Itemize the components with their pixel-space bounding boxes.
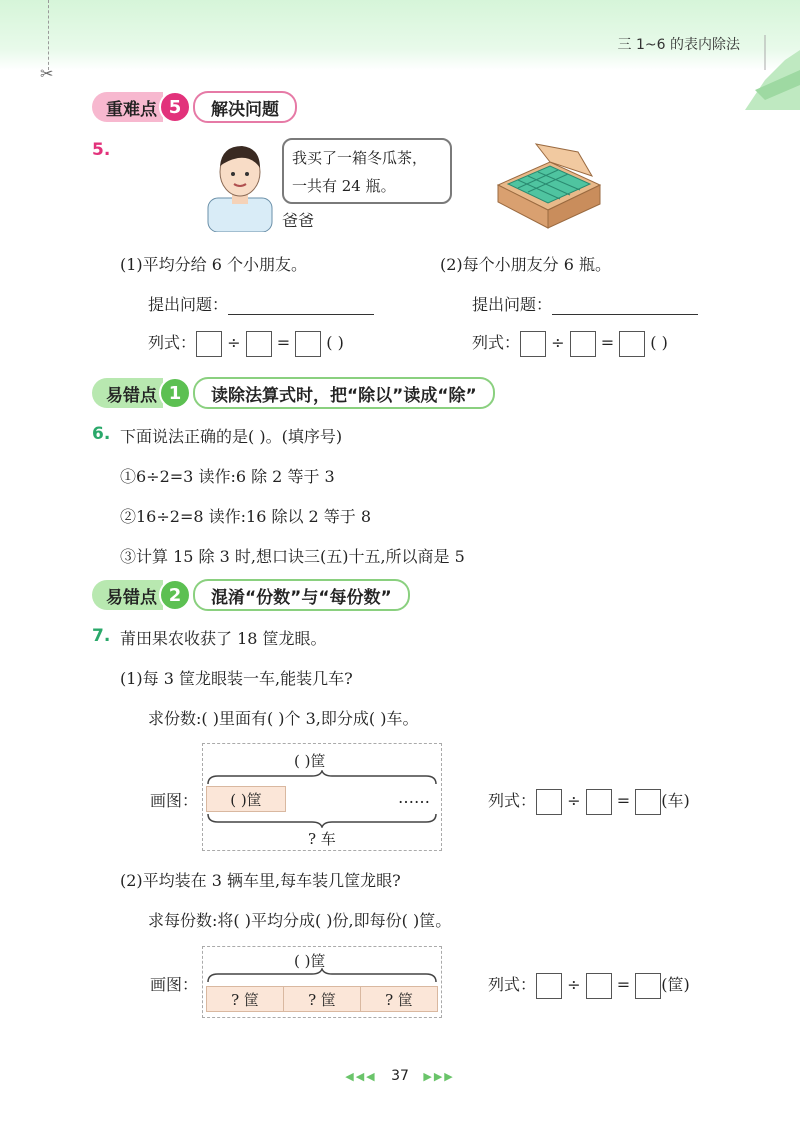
diagram-cell: ? 筐 — [360, 986, 438, 1012]
tag-title: 混淆“份数”与“每份数” — [193, 579, 410, 611]
diagram-cell: ? 筐 — [206, 986, 284, 1012]
divide-sign: ÷ — [551, 333, 565, 352]
tag-label: 易错点 — [92, 378, 163, 408]
answer-box[interactable] — [536, 789, 562, 815]
right-arrows-icon: ▶▶▶ — [423, 1070, 455, 1083]
tag-title: 解决问题 — [193, 91, 297, 123]
section-tag-error-point-1 — [92, 378, 495, 408]
q7-formula-row-1 — [488, 788, 690, 815]
top-brace-icon — [206, 770, 438, 786]
answer-box[interactable] — [536, 973, 562, 999]
draw-label: 画图： — [150, 975, 199, 994]
unit-blank[interactable]: ( ) — [326, 333, 344, 352]
q7-part1: (1)每 3 筐龙眼装一车,能装几车? — [120, 669, 353, 688]
page-number: 37 — [391, 1068, 409, 1084]
answer-box[interactable] — [520, 331, 546, 357]
q6-option-1: ①6÷2=3 读作:6 除 2 等于 3 — [120, 467, 335, 486]
speaker-label: 爸爸 — [282, 211, 315, 230]
answer-box[interactable] — [570, 331, 596, 357]
q7-part2: (2)平均装在 3 辆车里,每车装几筐龙眼? — [120, 871, 401, 890]
equal-sign: = — [616, 975, 631, 994]
unit-blank[interactable]: ( ) — [650, 333, 668, 352]
ask-label: 提出问题： — [148, 295, 229, 314]
divide-sign: ÷ — [227, 333, 241, 352]
formula-row-1 — [148, 330, 344, 357]
question-number: 5. — [92, 140, 111, 160]
answer-box[interactable] — [619, 331, 645, 357]
q6-option-3: ③计算 15 除 3 时,想口诀三(五)十五,所以商是 5 — [120, 547, 465, 566]
left-arrows-icon: ◀◀◀ — [345, 1070, 377, 1083]
answer-line-1[interactable] — [228, 296, 374, 315]
tag-number: 1 — [159, 377, 191, 409]
question-number: 7. — [92, 626, 111, 646]
answer-box[interactable] — [295, 331, 321, 357]
tag-number: 2 — [159, 579, 191, 611]
diagram-cell: ? 筐 — [283, 986, 361, 1012]
formula-label: 列式： — [488, 975, 537, 994]
divide-sign: ÷ — [567, 975, 581, 994]
draw-label: 画图： — [150, 791, 199, 810]
page-footer — [0, 1068, 800, 1084]
answer-box[interactable] — [586, 973, 612, 999]
father-illustration-icon — [202, 140, 278, 232]
diagram-dots: …… — [398, 788, 430, 807]
formula-label: 列式： — [472, 333, 521, 352]
question-number: 6. — [92, 424, 111, 444]
formula-row-2 — [472, 330, 668, 357]
equal-sign: = — [276, 333, 291, 352]
answer-box[interactable] — [586, 789, 612, 815]
tag-title: 读除法算式时，把“除以”读成“除” — [193, 377, 495, 409]
pagoda-decoration-icon — [735, 30, 800, 110]
equal-sign: = — [600, 333, 615, 352]
answer-line-2[interactable] — [552, 296, 698, 315]
q7-part2-fill: 求每份数:将( )平均分成( )份,即每份( )筐。 — [148, 911, 452, 930]
tag-number: 5 — [159, 91, 191, 123]
q6-stem: 下面说法正确的是( )。(填序号) — [120, 427, 343, 446]
answer-box[interactable] — [196, 331, 222, 357]
chapter-title: 三 1~6 的表内除法 — [617, 37, 740, 53]
section-tag-error-point-2 — [92, 580, 410, 610]
divide-sign: ÷ — [567, 791, 581, 810]
unit-label: (筐) — [661, 975, 690, 994]
answer-box[interactable] — [246, 331, 272, 357]
speech-bubble — [282, 138, 452, 204]
ask-label: 提出问题： — [472, 295, 553, 314]
answer-box[interactable] — [635, 789, 661, 815]
diagram-bottom-label: ? 车 — [308, 830, 336, 848]
q5-part1: (1)平均分给 6 个小朋友。 — [120, 255, 308, 274]
diagram-top-label: ( )筐 — [294, 952, 326, 970]
q7-stem: 莆田果农收获了 18 筐龙眼。 — [120, 629, 327, 648]
bubble-line: 一共有 24 瓶。 — [292, 177, 396, 195]
section-tag-key-point — [92, 92, 297, 122]
top-brace-icon — [206, 968, 438, 984]
formula-label: 列式： — [488, 791, 537, 810]
ask-row-2 — [472, 292, 698, 315]
q7-formula-row-2 — [488, 972, 690, 999]
diagram-top-label: ( )筐 — [294, 752, 326, 770]
cut-line — [48, 0, 49, 70]
diagram-cell[interactable]: ( )筐 — [206, 786, 286, 812]
ask-row-1 — [148, 292, 374, 315]
answer-box[interactable] — [635, 973, 661, 999]
scissors-icon: ✂ — [40, 64, 54, 83]
formula-label: 列式： — [148, 333, 197, 352]
q6-option-2: ②16÷2=8 读作:16 除以 2 等于 8 — [120, 507, 372, 526]
bubble-line: 我买了一箱冬瓜茶， — [292, 149, 428, 167]
bottom-brace-icon — [206, 812, 438, 828]
tag-label: 重难点 — [92, 92, 163, 122]
q7-part1-fill: 求份数:( )里面有( )个 3,即分成( )车。 — [148, 709, 419, 728]
equal-sign: = — [616, 791, 631, 810]
tea-box-illustration-icon — [488, 140, 606, 230]
tag-label: 易错点 — [92, 580, 163, 610]
q5-part2: (2)每个小朋友分 6 瓶。 — [440, 255, 612, 274]
unit-label: (车) — [661, 791, 690, 810]
